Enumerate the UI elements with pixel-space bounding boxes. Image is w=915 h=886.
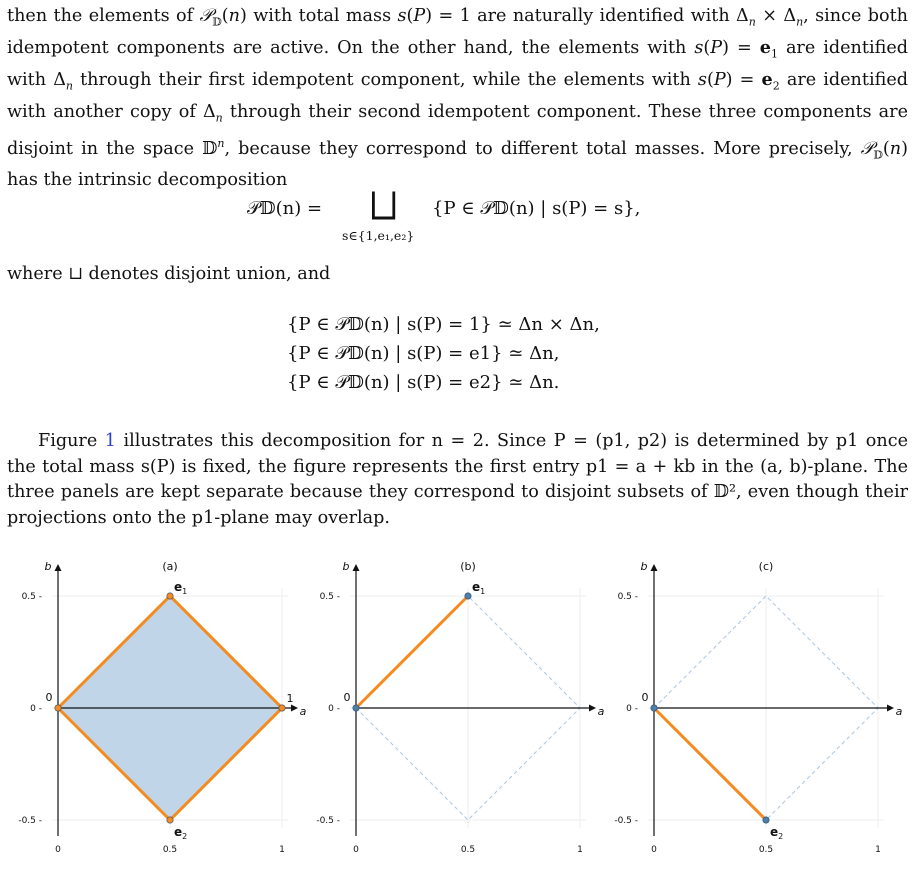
paragraph-decomposition-intro: then the elements of 𝒫$_𝔻$(n) with total mass s(P) = 1 are naturally identified with $\Delta_n \times \Delta_n$, since both idempotent components are active. On the other hand, the elements with $s(P) = e_1$ are identified with $\Delta_n$ through their first idempotent component, while the elements with $s(P) = e_2$ are identified with another copy of $\Delta_n$ through their second idempotent component. These three components are disjoint in the space 𝔻$^n$, because they correspond to different total masses. More precisely, 𝒫$_𝔻$(n) has the intrinsic decomposition	[7, 6, 908, 190]
y-tick-label: 0 -	[30, 704, 42, 714]
data-point	[167, 593, 173, 599]
x-axis-arrow	[589, 705, 596, 712]
figure-prefix: Figure	[38, 431, 105, 451]
x-tick-label: 0.5	[460, 845, 476, 855]
x-axis-label: a	[895, 705, 903, 718]
y-axis-arrow	[353, 564, 360, 571]
x-tick-label: 1	[875, 845, 881, 855]
annotation-e2-text: $e_2$	[174, 825, 188, 841]
x-tick-label: 0	[651, 845, 657, 855]
y-tick-label: 0.5 -	[21, 592, 42, 602]
panel-title: (a)	[162, 560, 178, 573]
data-point	[55, 705, 61, 711]
data-point	[763, 817, 769, 823]
x-axis-arrow	[887, 705, 894, 712]
equation-rhs: {P ∈ 𝒫𝔻(n) | s(P) = s},	[432, 198, 641, 219]
x-tick-label: 0	[55, 845, 61, 855]
paragraph-figure-description	[7, 429, 908, 532]
panel-title: (c)	[758, 560, 774, 573]
data-point	[651, 705, 657, 711]
x-tick-label: 0.5	[162, 845, 178, 855]
annotation-e2-text: $e_2$	[770, 825, 784, 841]
annotation-origin: 0	[45, 691, 53, 704]
paragraph-disjoint-union-note: where ⊔ denotes disjoint union, and	[7, 264, 331, 284]
data-point	[465, 593, 471, 599]
panel-title: (b)	[460, 560, 476, 573]
figure-svg	[0, 550, 915, 855]
y-tick-label: 0 -	[328, 704, 340, 714]
figure-reference-link[interactable]: 1	[104, 431, 116, 451]
x-tick-label: 1	[279, 845, 285, 855]
y-tick-label: -0.5 -	[614, 816, 638, 826]
annotation-origin: 0	[641, 691, 649, 704]
annotation-e1-text: $e_1$	[472, 580, 486, 596]
equation-line-mass-1: {P ∈ 𝒫𝔻(n) | s(P) = 1} ≃ Δn × Δn,	[287, 314, 600, 335]
x-axis-label: a	[597, 705, 605, 718]
annotation-e1-text: $e_1$	[174, 580, 188, 596]
y-tick-label: -0.5 -	[18, 816, 42, 826]
annotation-e2	[174, 825, 187, 841]
data-point	[279, 705, 285, 711]
y-axis-label: b	[342, 560, 350, 573]
equation-line-mass-e2: {P ∈ 𝒫𝔻(n) | s(P) = e2} ≃ Δn.	[287, 372, 560, 393]
highlight-edge	[654, 708, 766, 820]
figure-description-text: illustrates this decomposition for n = 2. Since P = (p1, p2) is determined by p1 once the total mass s(P) is fixed, the figure represents the first entry p1 = a + kb in the (a, b)-plane. The three panels are kept separate because they correspond to disjoint subsets of 𝔻², even though their projections onto the p1-plane may overlap.	[7, 431, 908, 529]
y-axis-label: b	[44, 560, 52, 573]
figure-decomposition-panels	[0, 550, 915, 855]
equation-union-index: s∈{1,e₁,e₂}	[342, 228, 415, 243]
y-axis-label: b	[640, 560, 648, 573]
x-tick-label: 0.5	[758, 845, 774, 855]
y-tick-label: 0 -	[626, 704, 638, 714]
x-tick-label: 0	[353, 845, 359, 855]
annotation-origin: 0	[343, 691, 351, 704]
annotation-1: 1	[286, 692, 294, 705]
y-tick-label: 0.5 -	[617, 592, 638, 602]
panel-b	[316, 560, 604, 855]
annotation-e1	[174, 580, 187, 596]
panel-a	[18, 560, 306, 855]
data-point	[167, 817, 173, 823]
y-tick-label: 0.5 -	[319, 592, 340, 602]
x-tick-label: 1	[577, 845, 583, 855]
highlight-edge	[356, 596, 468, 708]
disjoint-union-operator: ⨆	[370, 185, 398, 225]
y-axis-arrow	[651, 564, 658, 571]
x-axis-label: a	[299, 705, 307, 718]
y-axis-arrow	[55, 564, 62, 571]
annotation-e1	[472, 580, 485, 596]
annotation-e2	[770, 825, 783, 841]
equation-lhs: 𝒫𝔻(n) =	[247, 198, 323, 219]
y-tick-label: -0.5 -	[316, 816, 340, 826]
data-point	[353, 705, 359, 711]
panel-c	[614, 560, 902, 855]
equation-line-mass-e1: {P ∈ 𝒫𝔻(n) | s(P) = e1} ≃ Δn,	[287, 343, 560, 364]
x-axis-arrow	[291, 705, 298, 712]
